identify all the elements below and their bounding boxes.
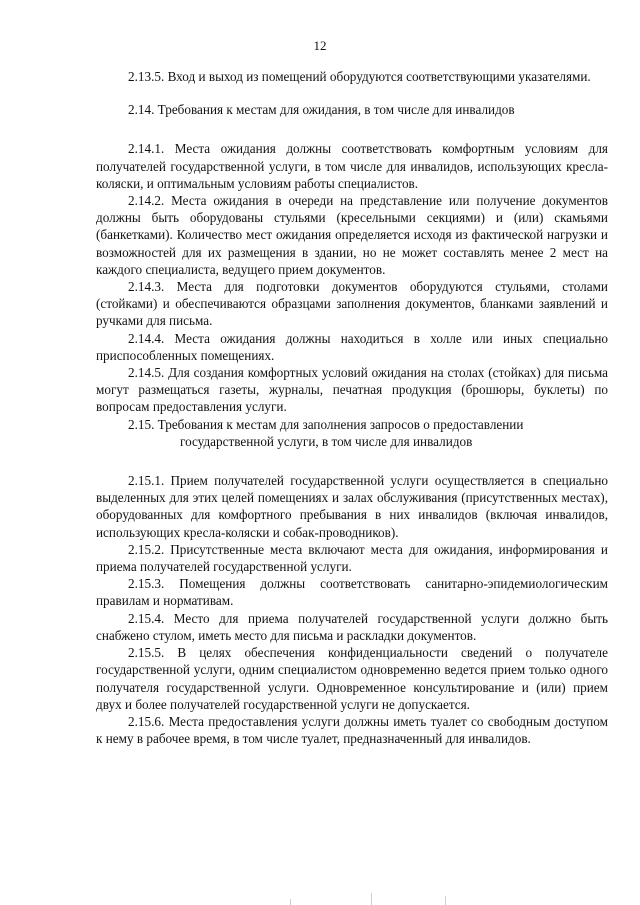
paragraph-2-14-1: 2.14.1. Места ожидания должны соответствовать комфортным условиям для получателей государственной услуги, в том числе для инвалидов, использующих кресла-коляски, и оптимальным условиям работы специалистов. (96, 141, 608, 191)
section-heading-2-15 (96, 416, 608, 450)
paragraph-2-14-4: 2.14.4. Места ожидания должны находиться в холле или иных специально приспособленных помещениях. (96, 330, 608, 363)
document-body (96, 68, 608, 747)
scan-artifact (290, 899, 291, 905)
page-number: 12 (313, 38, 327, 53)
section-heading-2-14: 2.14. Требования к местам для ожидания, в том числе для инвалидов (128, 102, 515, 118)
paragraph-2-15-1: 2.15.1. Прием получателей государственной услуги осуществляется в специально выделенных для этих целей помещениях и залах обслуживания (присутственных местах), оборудованных для комфортного пребывания в них инвалидов (включая инвалидов, использующих кресла-коляски и собак-проводников). (96, 473, 608, 540)
paragraph-2-13-5: 2.13.5. Вход и выход из помещений оборудуются соответствующими указателями. (128, 69, 591, 84)
paragraph-2-15-4: 2.15.4. Место для приема получателей государственной услуги должно быть снабжено стулом, иметь место для письма и раскладки документов. (96, 610, 608, 643)
paragraph-2-14-2: 2.14.2. Места ожидания в очереди на представление или получение документов должны быть оборудованы стульями (кресельными секциями) и (или) скамьями (банкетками). Количество мест ожидания определяется исходя из фактической нагрузки и возможностей для их размещения в здании, но не может составлять менее 2 мест на каждого специалиста, ведущего прием документов. (96, 193, 608, 277)
paragraph-2-14-5: 2.14.5. Для создания комфортных условий ожидания на столах (стойках) для письма могут размещаться газеты, журналы, печатная продукция (брошюры, буклеты) по вопросам предоставления услуги. (96, 365, 608, 415)
paragraph-2-15-5: 2.15.5. В целях обеспечения конфиденциальности сведений о получателе государственной услуги, одним специалистом одновременно ведется прием только одного получателя государственной услуги. Одновременное консультирование и (или) прием двух и более получателей государственной услуги не допускается. (96, 645, 608, 712)
paragraph-2-14-3: 2.14.3. Места для подготовки документов оборудуются стульями, столами (стойками) и обеспечиваются образцами заполнения документов, бланками заявлений и ручками для письма. (96, 279, 608, 329)
section-heading-2-15-line2: государственной услуги, в том числе для инвалидов (180, 433, 473, 449)
paragraph-2-15-6: 2.15.6. Места предоставления услуги должны иметь туалет со свободным доступом к нему в рабочее время, в том числе туалет, предназначенный для инвалидов. (96, 713, 608, 747)
scan-artifact (445, 896, 446, 905)
section-heading-2-15-line1: 2.15. Требования к местам для заполнения запросов о предоставлении (128, 416, 524, 432)
paragraph-2-15-3: 2.15.3. Помещения должны соответствовать санитарно-эпидемиологическим правилам и нормативам. (96, 576, 608, 609)
paragraph-2-15-2: 2.15.2. Присутственные места включают места для ожидания, информирования и приема получателей государственной услуги. (96, 541, 608, 575)
scan-artifact (371, 893, 372, 905)
